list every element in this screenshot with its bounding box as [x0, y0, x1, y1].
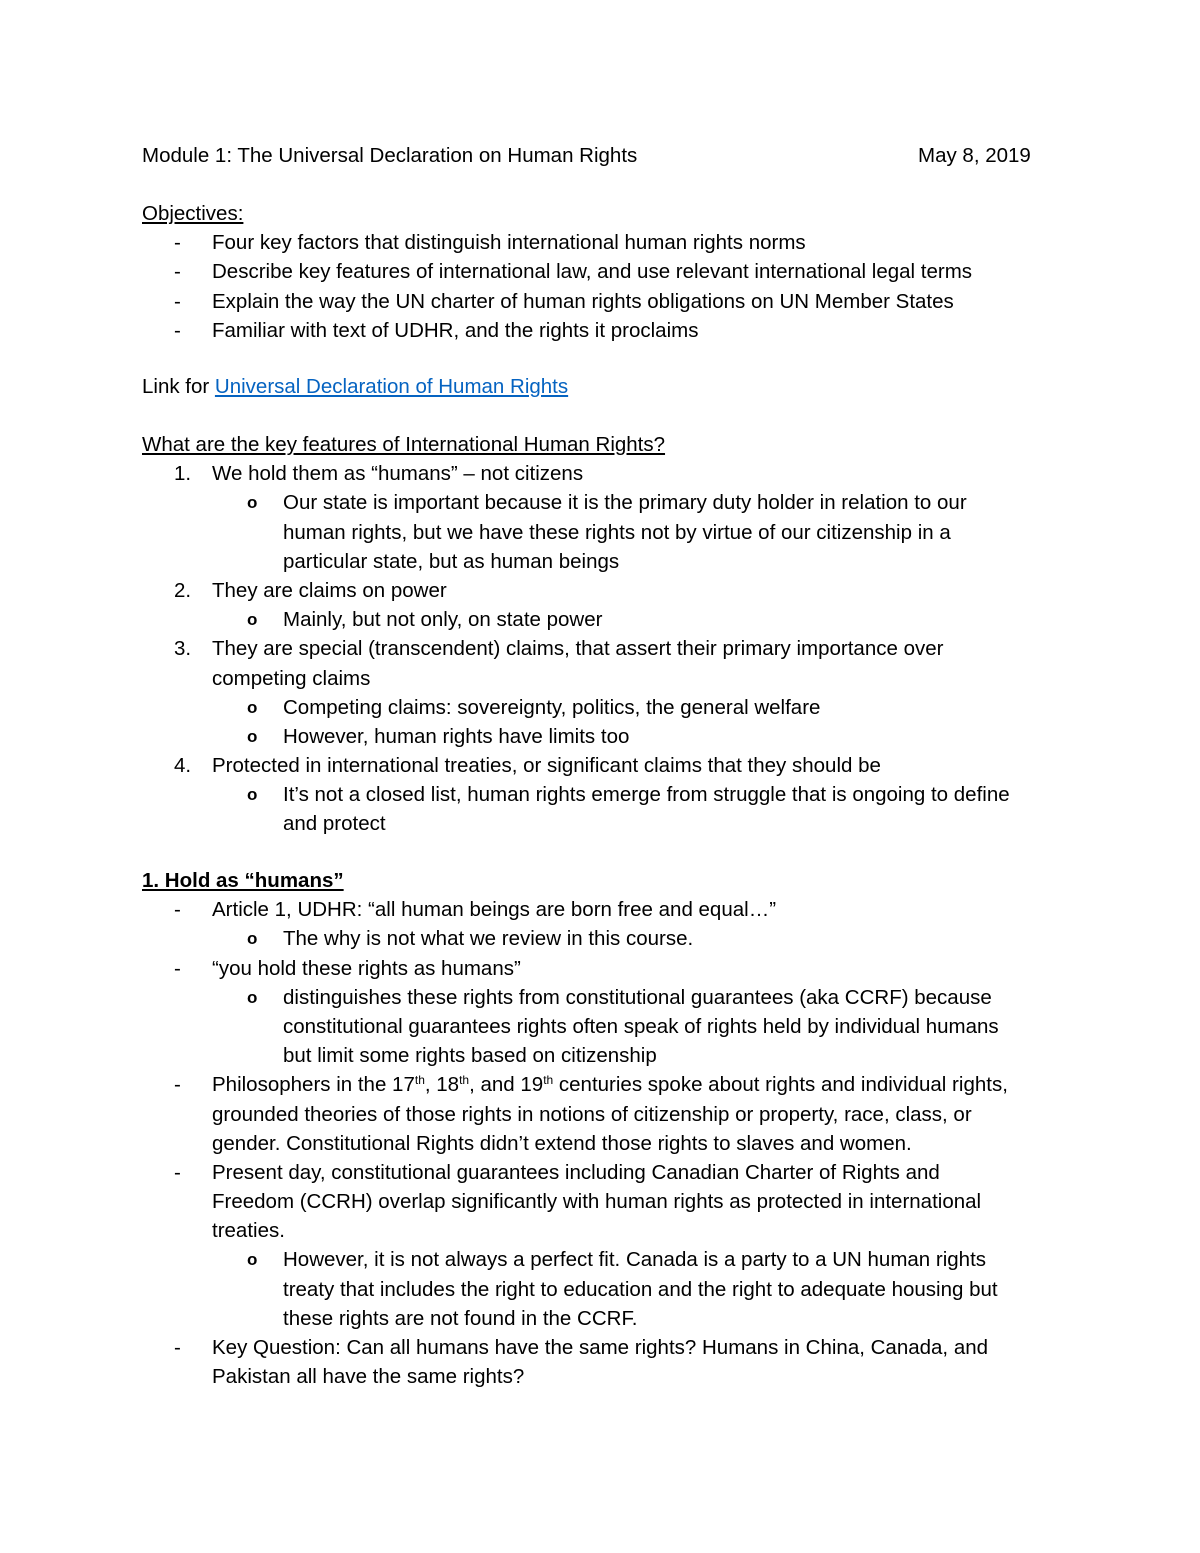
list-item	[0, 751, 1200, 780]
circle-bullet-icon: o	[247, 929, 258, 949]
item-text: Freedom (CCRH) overlap significantly with human rights as protected in international	[212, 1190, 982, 1214]
feature-text: competing claims	[212, 666, 371, 690]
item-text: gender. Constitutional Rights didn’t extend those rights to slaves and women.	[212, 1131, 912, 1155]
list-item	[0, 954, 1200, 983]
udhr-link[interactable]: Universal Declaration of Human Rights	[214, 375, 569, 398]
item-text: Article 1, UDHR: “all human beings are born free and equal…”	[212, 898, 777, 922]
sub-item-text: treaty that includes the right to education and the right to adequate housing but	[283, 1277, 998, 1301]
circle-bullet-icon: o	[247, 697, 258, 717]
list-item	[0, 316, 1200, 345]
sub-item-text: Our state is important because it is the primary duty holder in relation to our	[283, 491, 967, 515]
link-line	[0, 372, 1200, 401]
dash-marker: -	[174, 1073, 181, 1097]
circle-bullet-icon: o	[247, 493, 258, 513]
dash-marker: -	[174, 289, 181, 313]
item-text: treaties.	[212, 1219, 285, 1243]
sub-list-item	[0, 605, 1200, 634]
objective-text: Describe key features of international law, and use relevant international legal terms	[212, 260, 973, 284]
dash-marker: -	[174, 956, 181, 980]
sub-list-item	[0, 693, 1200, 722]
list-item	[0, 459, 1200, 488]
item-text: Philosophers in the 17th, 18th, and 19th centuries spoke about rights and individual rights,	[212, 1073, 1008, 1097]
item-text: grounded theories of those rights in notions of citizenship or property, race, class, or	[212, 1102, 972, 1126]
sub-item-text: Competing claims: sovereignty, politics, the general welfare	[283, 695, 821, 719]
sub-list-item	[0, 924, 1200, 953]
sub-item-text: Mainly, but not only, on state power	[283, 608, 603, 632]
document-date: May 8, 2019	[918, 144, 1031, 167]
objective-text: Four key factors that distinguish international human rights norms	[212, 231, 806, 255]
sub-item-text: The why is not what we review in this course.	[283, 927, 694, 951]
sub-item-text: human rights, but we have these rights not by virtue of our citizenship in a	[283, 520, 951, 544]
sub-list-item	[0, 780, 1200, 809]
list-item	[0, 257, 1200, 286]
list-item	[0, 895, 1200, 924]
feature-text: We hold them as “humans” – not citizens	[212, 462, 584, 486]
sub-item-text: However, human rights have limits too	[283, 724, 630, 748]
dash-marker: -	[174, 260, 181, 284]
feature-text: They are special (transcendent) claims, that assert their primary importance over	[212, 637, 944, 661]
sub-list-item	[0, 983, 1200, 1012]
page-title: Module 1: The Universal Declaration on Human Rights	[142, 144, 638, 167]
dash-marker: -	[174, 318, 181, 342]
objective-text: Familiar with text of UDHR, and the rights it proclaims	[212, 318, 699, 342]
features-section	[0, 430, 1200, 839]
sub-item-text: However, it is not always a perfect fit. Canada is a party to a UN human rights	[283, 1248, 987, 1272]
circle-bullet-icon: o	[247, 610, 258, 630]
sub-list-item	[0, 1245, 1200, 1274]
circle-bullet-icon: o	[247, 987, 258, 1007]
document-header	[0, 141, 1200, 170]
item-text: Pakistan all have the same rights?	[212, 1365, 525, 1389]
list-item	[0, 1070, 1200, 1099]
section-hold-as-humans	[0, 866, 1200, 1391]
list-item	[0, 287, 1200, 316]
dash-marker: -	[174, 1160, 181, 1184]
circle-bullet-icon: o	[247, 726, 258, 746]
circle-bullet-icon: o	[247, 785, 258, 805]
list-item	[0, 1333, 1200, 1362]
list-item	[0, 576, 1200, 605]
objectives-heading: Objectives:	[142, 202, 244, 225]
item-text: Present day, constitutional guarantees including Canadian Charter of Rights and	[212, 1160, 940, 1184]
section-heading: 1. Hold as “humans”	[142, 869, 344, 892]
sub-item-text: particular state, but as human beings	[283, 549, 620, 573]
dash-marker: -	[174, 898, 181, 922]
list-item	[0, 634, 1200, 663]
sub-item-text: these rights are not found in the CCRF.	[283, 1306, 638, 1330]
sub-item-text: It’s not a closed list, human rights emerge from struggle that is ongoing to define	[283, 783, 1010, 807]
sub-list-item	[0, 722, 1200, 751]
circle-bullet-icon: o	[247, 1250, 258, 1270]
list-item	[0, 228, 1200, 257]
sub-item-text: and protect	[283, 812, 386, 836]
sub-item-text: constitutional guarantees rights often speak of rights held by individual humans	[283, 1014, 999, 1038]
sub-item-text: distinguishes these rights from constitutional guarantees (aka CCRF) because	[283, 985, 992, 1009]
item-text: Key Question: Can all humans have the same rights? Humans in China, Canada, and	[212, 1336, 989, 1359]
objectives-section	[0, 199, 1200, 345]
sub-item-text: but limit some rights based on citizenship	[283, 1044, 657, 1068]
features-heading: What are the key features of International Human Rights?	[142, 433, 666, 456]
list-number: 2.	[174, 578, 192, 602]
list-number: 4.	[174, 754, 192, 778]
list-number: 3.	[174, 637, 192, 661]
list-number: 1.	[174, 462, 192, 486]
dash-marker: -	[174, 231, 181, 255]
objective-text: Explain the way the UN charter of human rights obligations on UN Member States	[212, 289, 954, 313]
link-prefix: Link for	[142, 375, 215, 398]
feature-text: Protected in international treaties, or significant claims that they should be	[212, 754, 881, 778]
sub-list-item	[0, 488, 1200, 517]
dash-marker: -	[174, 1336, 181, 1359]
feature-text: They are claims on power	[212, 578, 447, 602]
item-text: “you hold these rights as humans”	[212, 956, 521, 980]
list-item	[0, 1158, 1200, 1187]
